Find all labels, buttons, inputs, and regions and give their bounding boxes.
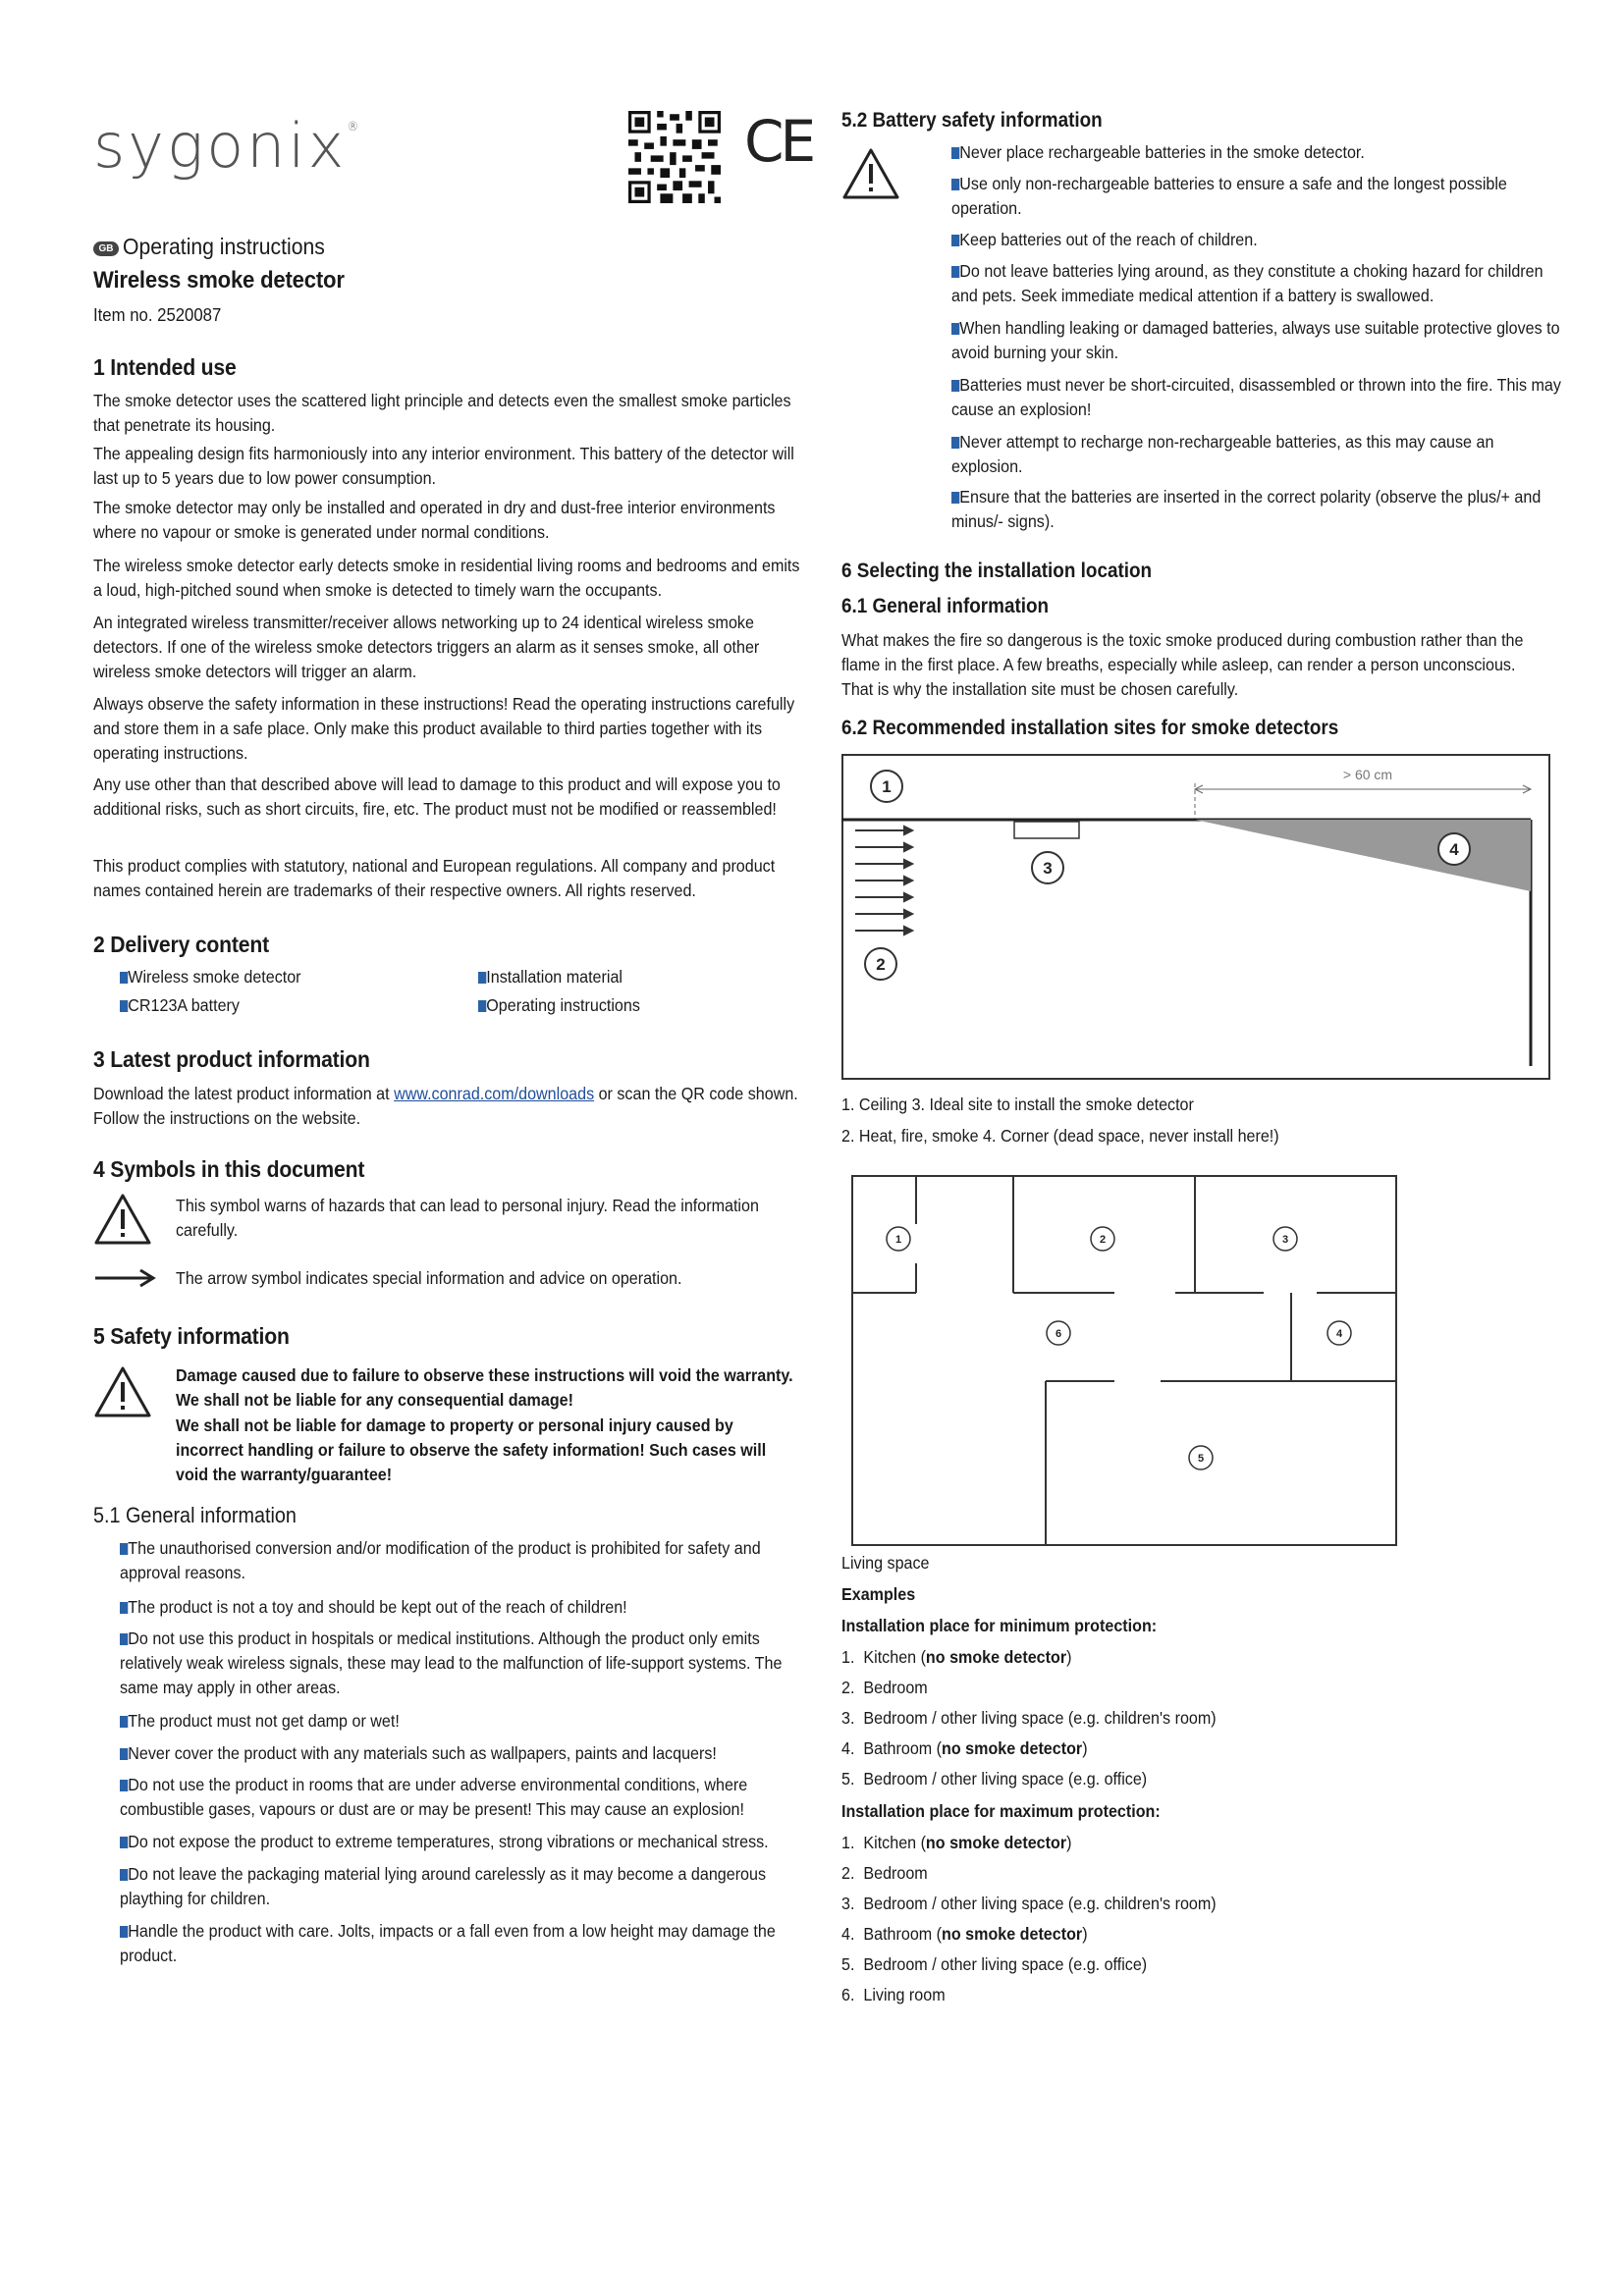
battery-info-item: Ensure that the batteries are inserted in the correct polarity (observe the plus/+ and minus/- signs).: [951, 487, 1542, 531]
delivery-item: Installation material: [478, 965, 623, 989]
s3-title: 3 Latest product information: [93, 1046, 370, 1072]
general-info-item: Do not leave the packaging material lying around carelessly as it may become a dangerous plaything for children.: [120, 1864, 767, 1908]
s61-text: What makes the fire so dangerous is the toxic smoke produced during combustion rather than the flame in the first place. A few breaths, especially while asleep, can render a person unconscious. That is why the installation site must be chosen carefully.: [841, 630, 1524, 699]
battery-info-item: Never place rechargeable batteries in the smoke detector.: [951, 140, 1566, 165]
s1-p8: This product complies with statutory, national and European regulations. All company and product names contained herein are trademarks of their respective owners. All rights reserved.: [93, 856, 776, 900]
battery-info-item: Never attempt to recharge non-rechargeable batteries, as this may cause an explosion.: [951, 432, 1494, 476]
installation-sites-diagram: [841, 754, 1550, 1080]
general-info-item: Handle the product with care. Jolts, impacts or a fall even from a low height may damage the product.: [120, 1921, 776, 1965]
fig2-caption: Living space: [841, 1553, 930, 1573]
doc-type-line: [93, 234, 343, 260]
delivery-item: Wireless smoke detector: [120, 965, 301, 989]
s1-title: 1 Intended use: [93, 354, 237, 380]
delivery-item: CR123A battery: [120, 993, 240, 1018]
general-info-item: The product must not get damp or wet!: [120, 1709, 806, 1734]
fig1-legend-1: 1. Ceiling 3. Ideal site to install the smoke detector: [841, 1095, 1194, 1114]
list-item: 2. Bedroom: [841, 1863, 928, 1883]
list-item: 5. Bedroom / other living space (e.g. office): [841, 1769, 1148, 1789]
brand-logo: sygonix®: [93, 110, 362, 182]
s3-text: Download the latest product information at www.conrad.com/downloads or scan the QR code shown. Follow the instructions on the website.: [93, 1084, 798, 1128]
floor-plan-diagram: [851, 1175, 1397, 1546]
warning-triangle-icon: [93, 1193, 152, 1246]
arrow-right-icon: [93, 1267, 156, 1289]
max-protection-title: Installation place for maximum protection:: [841, 1801, 1161, 1821]
gb-badge: GB: [93, 241, 119, 256]
svg-text:3: 3: [1043, 859, 1053, 878]
s4-title: 4 Symbols in this document: [93, 1156, 365, 1182]
s1-p2: The appealing design fits harmoniously into any interior environment. This battery of the detector will last up to 5 years due to low power consumption.: [93, 444, 794, 488]
s1-p4: The wireless smoke detector early detects smoke in residential living rooms and bedrooms and emits a loud, high-pitched sound when smoke is detected to timely warn the occupants.: [93, 556, 800, 600]
battery-info-item: Use only non-rechargeable batteries to ensure a safe and the longest possible operation.: [951, 174, 1507, 218]
qr-code: [628, 111, 721, 203]
svg-text:2: 2: [876, 955, 886, 974]
svg-text:5: 5: [1197, 1453, 1205, 1465]
list-item: 3. Bedroom / other living space (e.g. children's room): [841, 1708, 1217, 1728]
battery-info-item: Keep batteries out of the reach of children.: [951, 228, 1566, 252]
general-info-item: Do not expose the product to extreme temperatures, strong vibrations or mechanical stress.: [120, 1830, 806, 1854]
examples-title: Examples: [841, 1584, 916, 1604]
s5-warning-1: Damage caused due to failure to observe these instructions will void the warranty. We shall not be liable for any consequential damage!: [176, 1365, 793, 1410]
fig1-legend-2: 2. Heat, fire, smoke 4. Corner (dead space, never install here!): [841, 1126, 1279, 1146]
list-item: 1. Kitchen (no smoke detector): [841, 1833, 1072, 1852]
battery-info-item: Do not leave batteries lying around, as they constitute a choking hazard for children and pets. Seek immediate medical attention if a battery is swallowed.: [951, 261, 1543, 305]
general-info-item: Do not use this product in hospitals or medical institutions. Although the product only emits relatively weak wireless signals, these may lead to the malfunction of life-support systems. The same may apply in other areas.: [120, 1629, 783, 1697]
downloads-link[interactable]: www.conrad.com/downloads: [394, 1084, 595, 1103]
list-item: 3. Bedroom / other living space (e.g. children's room): [841, 1894, 1217, 1913]
s61-title: 6.1 General information: [841, 595, 1050, 617]
s6-title: 6 Selecting the installation location: [841, 560, 1153, 582]
min-protection-title: Installation place for minimum protection:: [841, 1616, 1158, 1635]
ce-mark: CE: [744, 108, 813, 175]
s62-title: 6.2 Recommended installation sites for smoke detectors: [841, 717, 1339, 739]
general-info-item: The unauthorised conversion and/or modification of the product is prohibited for safety and approval reasons.: [120, 1538, 761, 1582]
arrow-symbol-text: The arrow symbol indicates special information and advice on operation.: [176, 1268, 682, 1288]
s52-title: 5.2 Battery safety information: [841, 109, 1103, 132]
general-info-item: Do not use the product in rooms that are under adverse environmental conditions, where combustible gases, vapours or dust are or may be present! This may cause an explosion!: [120, 1775, 748, 1819]
item-number: Item no. 2520087: [93, 305, 222, 325]
list-item: 5. Bedroom / other living space (e.g. office): [841, 1954, 1148, 1974]
delivery-item: Operating instructions: [478, 993, 640, 1018]
battery-info-item: Batteries must never be short-circuited, disassembled or thrown into the fire. This may cause an explosion!: [951, 375, 1561, 419]
general-info-item: The product is not a toy and should be kept out of the reach of children!: [120, 1595, 806, 1620]
s1-p3: The smoke detector may only be installed and operated in dry and dust-free interior environments where no vapour or smoke is generated under normal conditions.: [93, 498, 776, 542]
svg-text:1: 1: [894, 1234, 902, 1246]
list-item: 4. Bathroom (no smoke detector): [841, 1738, 1088, 1758]
warning-triangle-icon: [841, 147, 900, 200]
battery-info-item: When handling leaking or damaged batteries, always use suitable protective gloves to avoid burning your skin.: [951, 318, 1560, 362]
svg-text:4: 4: [1449, 840, 1459, 859]
general-info-item: Never cover the product with any materials such as wallpapers, paints and lacquers!: [120, 1741, 806, 1766]
svg-text:4: 4: [1335, 1328, 1343, 1340]
svg-text:3: 3: [1281, 1234, 1289, 1246]
svg-text:1: 1: [882, 777, 892, 796]
list-item: 2. Bedroom: [841, 1678, 928, 1697]
s51-title: 5.1 General information: [93, 1503, 297, 1527]
product-title: Wireless smoke detector: [93, 267, 345, 294]
s5-title: 5 Safety information: [93, 1323, 290, 1349]
dim-label: > 60 cm: [1342, 767, 1393, 782]
svg-text:6: 6: [1055, 1328, 1062, 1340]
list-item: 6. Living room: [841, 1985, 946, 2004]
warn-symbol-text: This symbol warns of hazards that can lead to personal injury. Read the information carefully.: [176, 1196, 759, 1240]
s2-title: 2 Delivery content: [93, 932, 269, 957]
s1-p5: An integrated wireless transmitter/receiver allows networking up to 24 identical wireless smoke detectors. If one of the wireless smoke detectors triggers an alarm as it senses smoke, all other wireless smoke detectors will trigger an alarm.: [93, 613, 760, 681]
list-item: 4. Bathroom (no smoke detector): [841, 1924, 1088, 1944]
s1-p7: Any use other than that described above will lead to damage to this product and will expose you to additional risks, such as short circuits, fire, etc. The product must not be modified or reassembled!: [93, 774, 781, 819]
doc-type: Operating instructions: [123, 234, 326, 259]
s1-p6: Always observe the safety information in these instructions! Read the operating instructions carefully and store them in a safe place. Only make this product available to third parties together with its operating instructions.: [93, 694, 795, 763]
warning-triangle-icon: [93, 1365, 152, 1418]
list-item: 1. Kitchen (no smoke detector): [841, 1647, 1072, 1667]
s5-warning-2: We shall not be liable for damage to property or personal injury caused by incorrect handling or failure to observe the safety information! Such cases will void the warranty/guarantee!: [176, 1415, 767, 1484]
smoke-detector-box: [1014, 822, 1079, 838]
svg-text:2: 2: [1099, 1234, 1107, 1246]
s1-p1: The smoke detector uses the scattered light principle and detects even the smallest smoke particles that penetrate its housing.: [93, 391, 791, 435]
